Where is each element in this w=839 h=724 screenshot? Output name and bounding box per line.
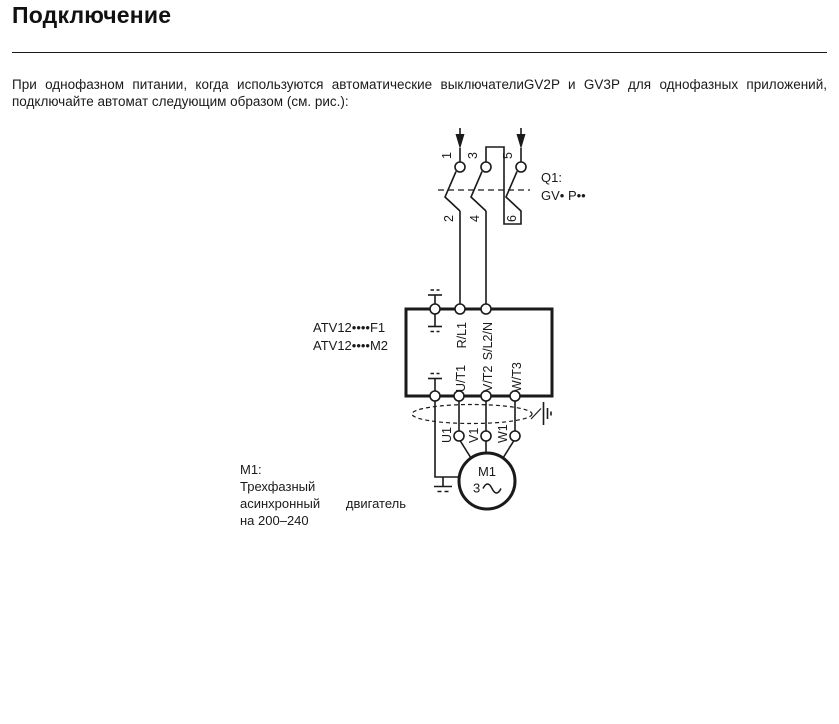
breaker-blade: [506, 172, 521, 212]
pole-label-1: 1: [440, 152, 454, 159]
motor-caption-line-4: на 200–240: [240, 513, 309, 528]
drive-reference: [313, 320, 388, 353]
motor-caption-line-1: M1:: [240, 462, 262, 477]
earth-icon: [428, 314, 442, 332]
earth-icon: [428, 374, 442, 392]
label-u1: U1: [440, 427, 454, 443]
label-v-t2: V/T2: [481, 365, 495, 392]
label-u-t1: U/T1: [454, 364, 468, 392]
terminal-w1: [510, 431, 520, 441]
pole-label-4: 4: [468, 215, 482, 222]
cable-shield-ellipse: [412, 405, 532, 424]
terminal-earth-top: [430, 304, 440, 314]
intro-line-1: При однофазном питании, когда используются автоматические выключателиGV2P и GV3P для однофазных приложений,: [12, 77, 827, 92]
drive-block: [406, 290, 552, 401]
pole-label-6: 6: [505, 215, 519, 222]
breaker-blade: [471, 172, 486, 212]
terminal-earth-bottom: [430, 391, 440, 401]
pole-label-3: 3: [466, 152, 480, 159]
contact-circle: [481, 162, 491, 172]
breaker-name: Q1:: [541, 170, 562, 185]
motor-caption: [240, 461, 406, 529]
terminal-u1: [454, 431, 464, 441]
motor-wiring: [412, 401, 551, 509]
label-s-l2-n: S/L2/N: [481, 322, 495, 361]
shield-ground-icon: [531, 402, 551, 425]
label-v1: V1: [467, 427, 481, 443]
pole-label-2: 2: [442, 215, 456, 222]
label-r-l1: R/L1: [455, 322, 469, 349]
earth-icon: [428, 290, 442, 304]
breaker-blade: [445, 172, 460, 212]
motor-name: M1: [477, 464, 497, 479]
terminal-r-l1: [455, 304, 465, 314]
motor-phase-count: 3: [473, 480, 481, 496]
drive-outline: [406, 309, 552, 396]
drive-model-f1: ATV12••••F1: [313, 320, 386, 335]
motor-terminal-labels: [440, 424, 510, 443]
drive-model-m2: ATV12••••M2: [313, 338, 389, 353]
page-title: Подключение: [12, 2, 172, 28]
label-w1: W1: [496, 424, 510, 443]
supply-arrow-icon: [456, 128, 465, 162]
breaker-pole-labels: [440, 152, 519, 222]
intro-line-2: подключайте автомат следующим образом (см. рис.):: [12, 94, 349, 109]
label-w-t3: W/T3: [510, 362, 524, 392]
motor-caption-line-2: Трехфазный: [240, 479, 316, 494]
contact-circle: [516, 162, 526, 172]
supply-arrow-icon: [517, 128, 526, 162]
breaker-reference: [541, 170, 586, 203]
contact-circle: [455, 162, 465, 172]
drive-terminal-labels: [454, 322, 524, 392]
earth-icon: [434, 477, 452, 492]
terminal-s-l2-n: [481, 304, 491, 314]
pole-label-5: 5: [501, 152, 515, 159]
motor-circle: [459, 453, 515, 509]
motor-caption-line-3: асинхронный двигатель: [240, 496, 406, 511]
terminal-v1: [481, 431, 491, 441]
breaker-model: GV• P••: [541, 188, 586, 203]
